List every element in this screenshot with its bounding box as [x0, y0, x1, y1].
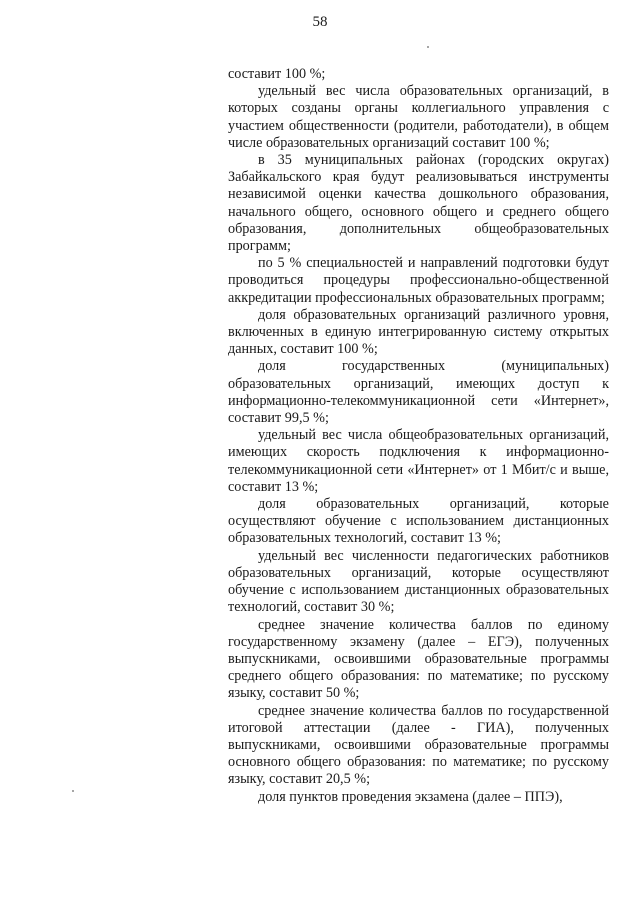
paragraph: среднее значение количества баллов по государственной итоговой аттестации (далее - ГИА), полученных выпускниками, освоившими образовательные программы основного общего образования: по математике; по русскому языку, составит 20,5 %; [228, 702, 609, 788]
paragraph: доля образовательных организаций различного уровня, включенных в единую интегрированную систему открытых данных, составит 100 %; [228, 306, 609, 358]
paragraph: доля государственных (муниципальных) образовательных организаций, имеющих доступ к информационно-телекоммуникационной сети «Интернет», составит 99,5 %; [228, 358, 609, 427]
scan-speck [72, 790, 74, 792]
paragraph: доля образовательных организаций, которые осуществляют обучение с использованием дистанционных образовательных технологий, составит 13 %; [228, 496, 609, 547]
paragraph: в 35 муниципальных районах (городских округах) Забайкальского края будут реализовываться инструменты независимой оценки качества дошкольного образования, начального общего, основного общего и среднего общего образования, дополнительных общеобразовательных программ; [228, 152, 609, 255]
page-number: 58 [312, 14, 328, 30]
paragraph: составит 100 %; [228, 66, 326, 82]
paragraph: удельный вес численности педагогических работников образовательных организаций, которые осуществляют обучение с использованием дистанционных образовательных технологий, составит 30 %; [228, 547, 609, 616]
paragraph: удельный вес числа общеобразовательных организаций, имеющих скорость подключения к информационно-телекоммуникационной сети «Интернет» от 1 Мбит/с и выше, составит 13 %; [228, 427, 609, 495]
paragraph: среднее значение количества баллов по единому государственному экзамену (далее – ЕГЭ), полученных выпускниками, освоившими образовательные программы среднего общего образования: по математике; по русскому языку, составит 50 %; [228, 616, 609, 702]
scan-speck [427, 46, 429, 48]
paragraph: по 5 % специальностей и направлений подготовки будут проводиться процедуры профессионально-общественной аккредитации профессиональных образовательных программ; [228, 255, 609, 306]
paragraph: удельный вес числа образовательных организаций, в которых созданы органы коллегиального управления с участием общественности (родители, работодатели), в общем числе образовательных организаций составит 100 %; [228, 83, 609, 151]
document-body [228, 66, 609, 806]
paragraph: доля пунктов проведения экзамена (далее – ППЭ), [258, 788, 563, 805]
